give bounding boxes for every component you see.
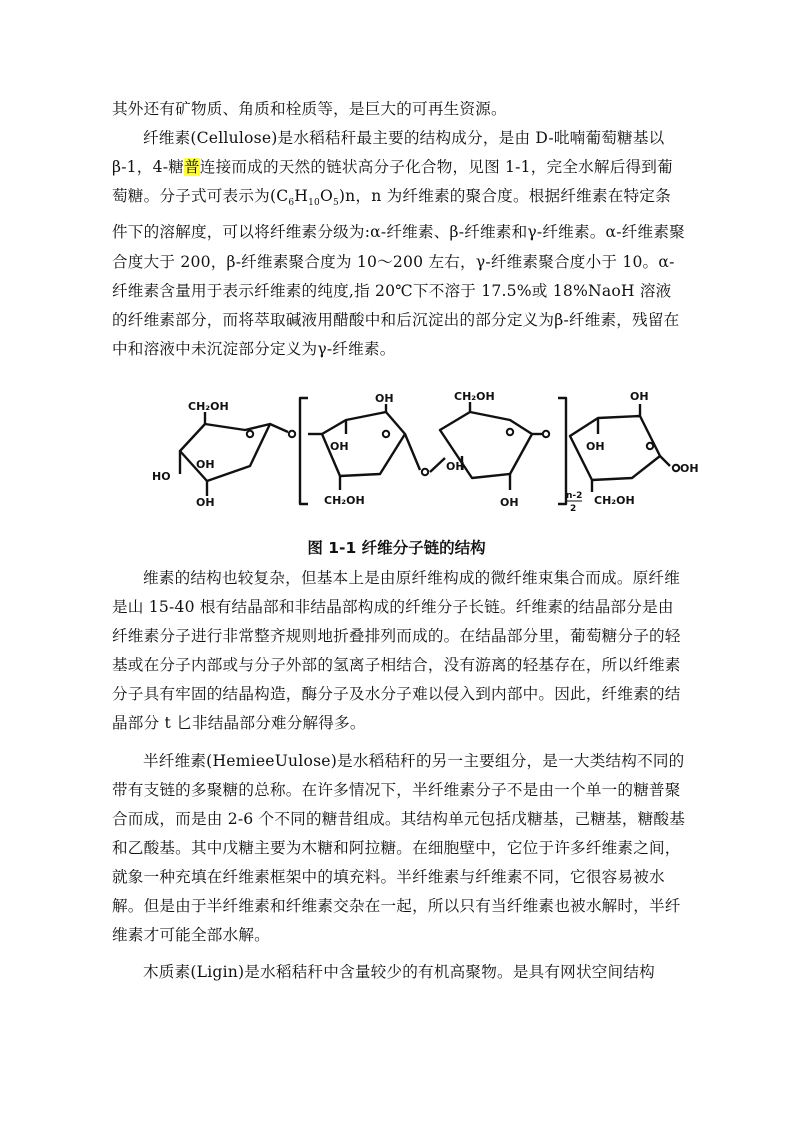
formula-o: O xyxy=(319,187,333,206)
oh-label-2: OH xyxy=(196,496,215,509)
formula-h: H xyxy=(294,187,309,206)
ho-label-1: HO xyxy=(152,470,171,483)
cellulose-structure-figure xyxy=(150,386,699,524)
oh-label-5: OH xyxy=(446,460,465,473)
oh-label-3: OH xyxy=(375,392,394,405)
top-text-block xyxy=(112,95,686,364)
structure-paragraph: 维素的结构也较复杂，但基本上是由原纤维构成的微纤维束集合而成。原纤维是山 15-40 根有结晶部和非结晶部构成的纤维分子长链。纤维素的结晶部分是由纤维素分子进行非常整齐规则地折叠排列而成的。在结晶部分里，葡萄糖分子的轻基或在分子内部或与分子外部的氢离子相结合，没有游离的轻基存在，所以纤维素分子具有牢固的结晶构造，酶分子及水分子难以侵入到内部中。因此，纤维素的结晶部分 t 匕非结晶部分难分解得多。 xyxy=(112,569,681,733)
repeat-2-label: 2 xyxy=(570,504,577,514)
oh-label-4: OH xyxy=(330,440,349,453)
repeat-n-label: n-2 xyxy=(566,491,583,501)
ch2oh-label-1: CH₂OH xyxy=(188,400,229,413)
highlighted-char: 普 xyxy=(183,158,200,177)
oh-label-7: OH xyxy=(630,390,649,403)
bottom-text-block xyxy=(112,564,686,987)
cellulose-text-1: 纤维素(Cellulose)是水稻秸秆最主要的结构成分，是由 D-吡喃葡萄糖基以β-1，4-糖 xyxy=(112,129,665,177)
oh-label-9: OH xyxy=(680,462,699,475)
ch2oh-label-3: CH₂OH xyxy=(454,390,495,403)
oh-label-8: OH xyxy=(586,440,605,453)
oh-label-1: OH xyxy=(196,458,215,471)
formula-sub-10: 10 xyxy=(308,198,320,209)
ch2oh-label-2: CH₂OH xyxy=(324,494,365,507)
ch2oh-label-4: CH₂OH xyxy=(594,494,635,507)
cellulose-text-2: 连接而成的天然的链状高分子化合物，见图 1-1，完全水解后得到葡萄糖。分子式可表示为(C xyxy=(112,158,673,206)
continuation-line: 其外还有矿物质、角质和栓质等，是巨大的可再生资源。 xyxy=(112,100,507,118)
cellulose-chain-diagram xyxy=(150,386,699,524)
lignin-paragraph: 木质素(Ligin)是水稻秸秆中含量较少的有机高聚物。是具有网状空间结构 xyxy=(143,963,655,982)
oh-label-6: OH xyxy=(500,496,519,509)
cellulose-paragraph xyxy=(112,124,686,364)
figure-caption: 图 1-1 纤维分子链的结构 xyxy=(307,539,486,557)
hemicellulose-paragraph: 半纤维素(HemieeUulose)是水稻秸秆的另一主要组分，是一大类结构不同的带有支链的多聚糖的总称。在许多情况下，半纤维素分子不是由一个单一的糖普聚合而成，而是由 2-6 个不同的糖昔组成。其结构单元包括戊糖基，己糖基，糖酸基和乙酸基。其中戊糖主要为木糖和阿拉糖。在细胞壁中，它位于许多纤维素之间，就象一种充填在纤维素框架中的填充料。半纤维素与纤维素不同，它很容易被水解。但是由于半纤维素和纤维素交杂在一起，所以只有当纤维素也被水解时，半纤维素才可能全部水解。 xyxy=(112,751,686,945)
formula-sub-5: 5 xyxy=(332,198,339,209)
cellulose-text-3: )n，n 为纤维素的聚合度。根据纤维素在特定条件下的溶解度，可以将纤维素分级为:α-纤维素、β-纤维素和γ-纤维素。α-纤维素聚合度大于 200，β-纤维素聚合度为 10～200 左右，γ-纤维素聚合度小于 10。α-纤维素含量用于表示纤维素的纯度,指 20℃下不溶于 17.5%或 18%NaoH 溶液的纤维素部分，而将萃取碱液用醋酸中和后沉淀出的部分定义为β-纤维素，残留在中和溶液中未沉淀部分定义为γ-纤维素。 xyxy=(112,187,685,358)
formula-sub-6: 6 xyxy=(288,198,295,209)
